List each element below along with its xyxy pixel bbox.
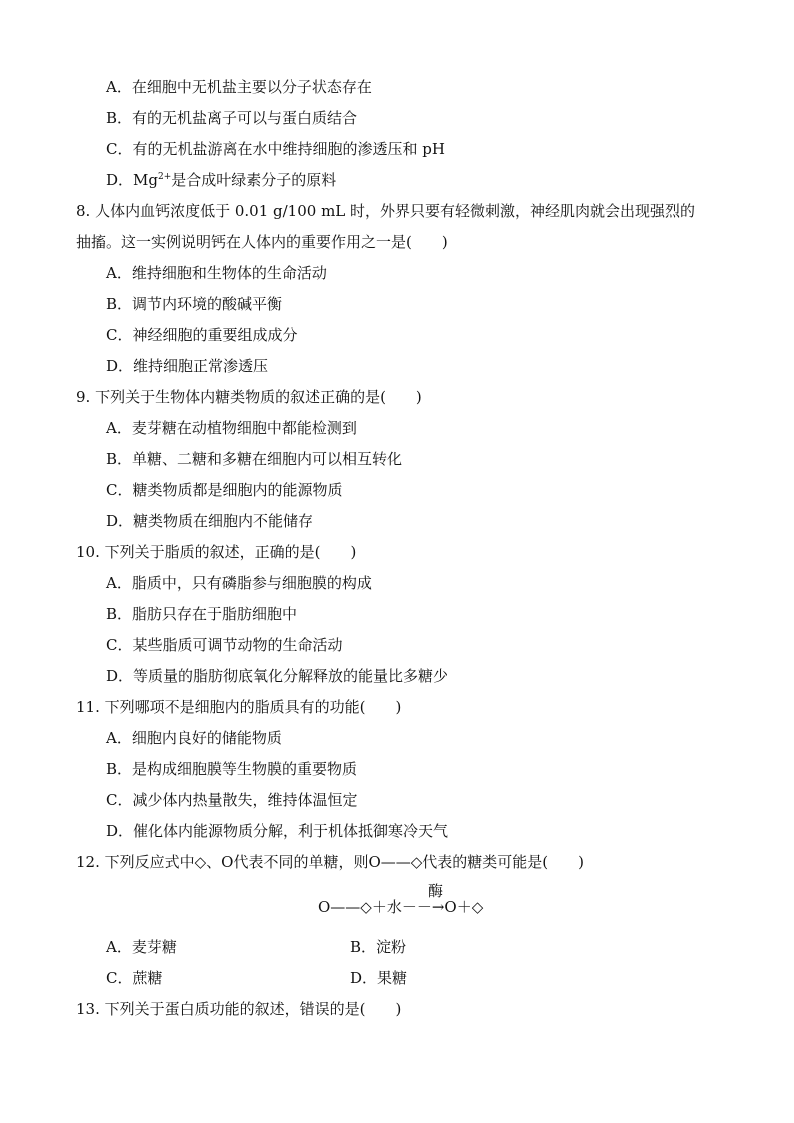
q8-option-d: D．维持细胞正常渗透压 bbox=[106, 357, 269, 375]
q7-option-d-suffix: 是合成叶绿素分子的原料 bbox=[171, 171, 337, 189]
q9-stem: 9. 下列关于生物体内糖类物质的叙述正确的是( ) bbox=[76, 388, 422, 406]
q10-option-c: C．某些脂质可调节动物的生命活动 bbox=[106, 636, 343, 654]
q8-stem-line2: 抽搐。这一实例说明钙在人体内的重要作用之一是( ) bbox=[76, 233, 448, 251]
q12-stem: 12. 下列反应式中◇、O代表不同的单糖，则O——◇代表的糖类可能是( ) bbox=[76, 853, 584, 871]
q8-stem-line1: 8. 人体内血钙浓度低于 0.01 g/100 mL 时，外界只要有轻微刺激，神经肌肉就会出现强烈的 bbox=[76, 202, 696, 220]
q7-option-d-prefix: D．Mg bbox=[106, 171, 158, 189]
q8-option-c: C．神经细胞的重要组成成分 bbox=[106, 326, 298, 344]
q12-option-d: D．果糖 bbox=[350, 969, 408, 987]
q9-option-a: A．麦芽糖在动植物细胞中都能检测到 bbox=[106, 419, 357, 437]
q11-option-b: B．是构成细胞膜等生物膜的重要物质 bbox=[106, 760, 358, 778]
q11-stem: 11. 下列哪项不是细胞内的脂质具有的功能( ) bbox=[76, 698, 402, 716]
q10-stem: 10. 下列关于脂质的叙述，正确的是( ) bbox=[76, 543, 357, 561]
q11-option-d: D．催化体内能源物质分解，利于机体抵御寒冷天气 bbox=[106, 822, 449, 840]
q8-option-a: A．维持细胞和生物体的生命活动 bbox=[106, 264, 327, 282]
q7-option-c: C．有的无机盐游离在水中维持细胞的渗透压和 pH bbox=[106, 140, 445, 158]
q11-option-a: A．细胞内良好的储能物质 bbox=[106, 729, 282, 747]
q7-option-b: B．有的无机盐离子可以与蛋白质结合 bbox=[106, 109, 358, 127]
q7-option-a: A．在细胞中无机盐主要以分子状态存在 bbox=[106, 78, 372, 96]
q12-option-c: C．蔗糖 bbox=[106, 969, 163, 987]
q9-option-b: B．单糖、二糖和多糖在细胞内可以相互转化 bbox=[106, 450, 403, 468]
q7-option-d-superscript: 2+ bbox=[158, 172, 172, 182]
q12-option-b: B．淀粉 bbox=[350, 938, 407, 956]
q10-option-b: B．脂肪只存在于脂肪细胞中 bbox=[106, 605, 298, 623]
q9-option-c: C．糖类物质都是细胞内的能源物质 bbox=[106, 481, 343, 499]
q9-option-d: D．糖类物质在细胞内不能储存 bbox=[106, 512, 314, 530]
q8-option-b: B．调节内环境的酸碱平衡 bbox=[106, 295, 283, 313]
q10-option-a: A．脂质中，只有磷脂参与细胞膜的构成 bbox=[106, 574, 372, 592]
q10-option-d: D．等质量的脂肪彻底氧化分解释放的能量比多糖少 bbox=[106, 667, 449, 685]
q12-enzyme-label: 酶 bbox=[428, 882, 444, 900]
q12-reaction-equation: O——◇＋水－－→O＋◇ bbox=[318, 898, 484, 916]
q12-option-a: A．麦芽糖 bbox=[106, 938, 177, 956]
q11-option-c: C．减少体内热量散失，维持体温恒定 bbox=[106, 791, 358, 809]
q13-stem: 13. 下列关于蛋白质功能的叙述，错误的是( ) bbox=[76, 1000, 402, 1018]
q7-option-d bbox=[106, 169, 336, 191]
